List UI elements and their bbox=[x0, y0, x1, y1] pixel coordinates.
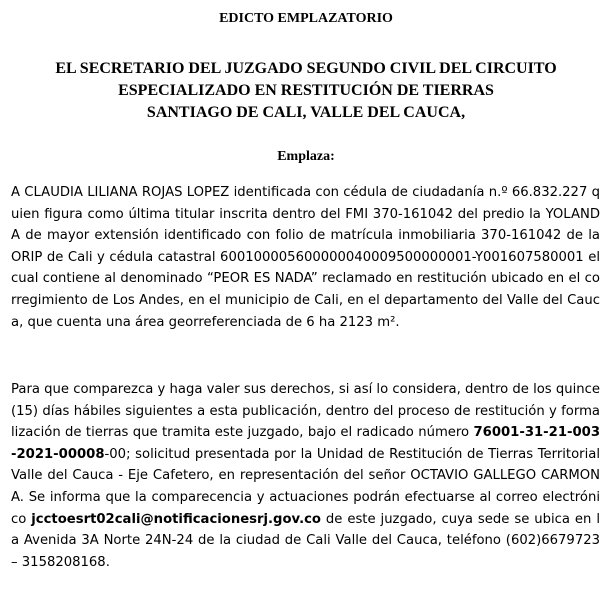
issuer-line-1: EL SECRETARIO DEL JUZGADO SEGUNDO CIVIL DEL CIRCUITO bbox=[55, 60, 557, 77]
document-title: EDICTO EMPLAZATORIO bbox=[219, 11, 393, 26]
paragraph-summons-recipient: A CLAUDIA LILIANA ROJAS LOPEZ identificada con cédula de ciudadanía n.º 66.832.227 quien figura como última titular inscrita dentro del FMI 370-161042 del predio la YOLANDA de mayor extensión identificado con folio de matrícula inmobiliaria 370-161042 de la ORIP de Cali y cédula catastral 600100005600000040009500000001-Y001607580001 el cual contiene al denominado “PEOR ES NADA” reclamado en restitución ubicado en el corregimiento de Los Andes, en el municipio de Cali, en el departamento del Valle del Cauca, que cuenta una área georreferenciada de 6 ha 2123 m². bbox=[11, 185, 600, 330]
radicado-number: 76001-31-21-003-2021-00008 bbox=[11, 425, 600, 462]
issuer-line-2: ESPECIALIZADO EN RESTITUCIÓN DE TIERRAS bbox=[118, 82, 494, 99]
court-email: jcctoesrt02cali@notificacionesrj.gov.co bbox=[31, 511, 321, 527]
emplaza-label: Emplaza: bbox=[277, 149, 335, 164]
paragraph-text-part-2: -00; solicitud presentada por la Unidad de Restitución de Tierras Territorial Valle del Cauca - Eje Cafetero, en representación del señor OCTAVIO GALLEGO CARMONA. Se informa que la comparecencia y actuaciones podrán efectuarse al correo electrónico bbox=[11, 446, 600, 527]
paragraph-text-part-3: de este juzgado, cuya sede se ubica en la Avenida 3A Norte 24N-24 de la ciudad de Cali Valle del Cauca, teléfono (602)6679723 – 3158208168. bbox=[11, 511, 600, 570]
paragraph-text-part-1: Para que comparezca y haga valer sus derechos, si así lo considera, dentro de los quince (15) días hábiles siguientes a esta publicación, dentro del proceso de restitución y formalización de tierras que tramita este juzgado, bajo el radicado número bbox=[11, 382, 600, 441]
issuer-line-3: SANTIAGO DE CALI, VALLE DEL CAUCA, bbox=[146, 104, 466, 121]
paragraph-appearance-notice bbox=[11, 379, 600, 573]
